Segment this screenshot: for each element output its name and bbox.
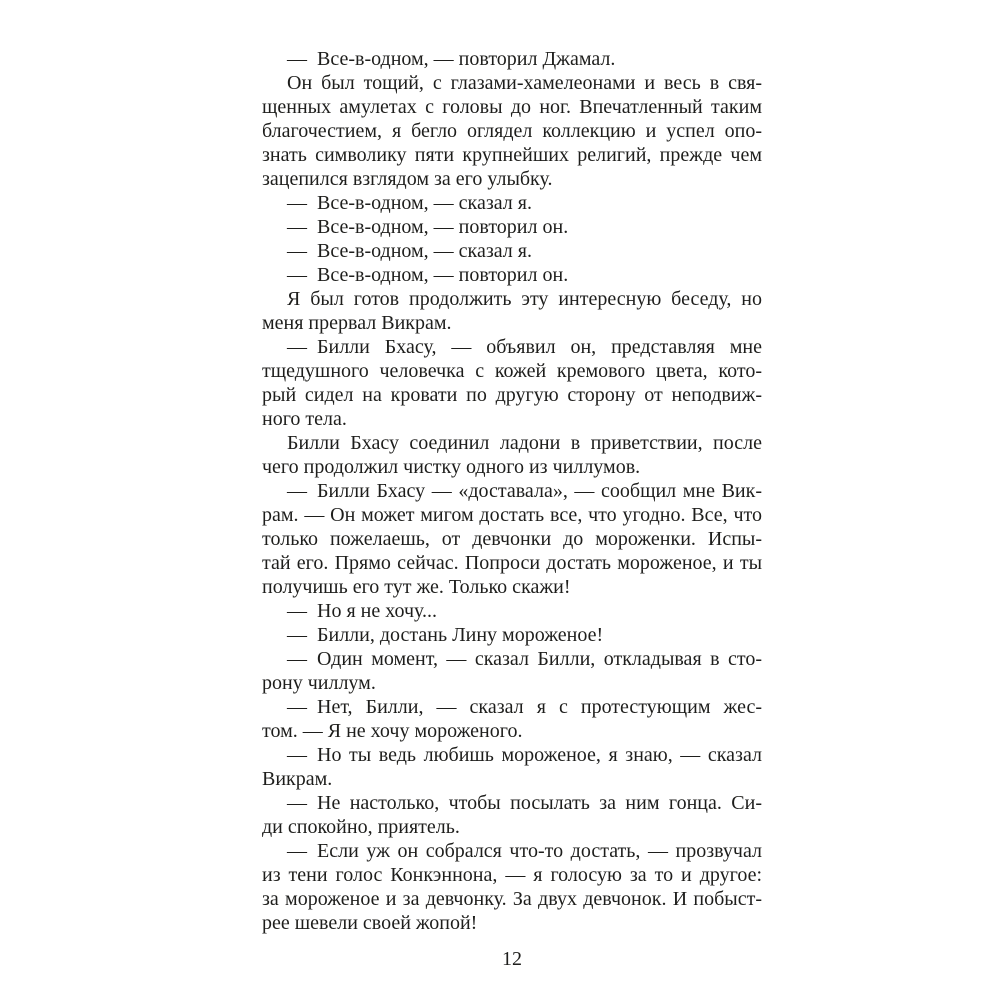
- text-line: Билли Бхасу соединил ладони в приветствии, после: [287, 432, 762, 454]
- text-line: Он был тощий, с глазами-хамелеонами и весь в свя-: [287, 72, 762, 94]
- text-line: знать символику пяти крупнейших религий, прежде чем: [262, 144, 762, 166]
- text-line: чего продолжил чистку одного из чиллумов.: [262, 456, 641, 478]
- text-line: — Билли Бхасу — «доставала», — сообщил мне Вик-: [287, 480, 762, 502]
- text-line: — Билли, достань Лину мороженое!: [287, 624, 604, 646]
- text-line: только пожелаешь, от девчонки до мороженки. Испы-: [262, 528, 762, 550]
- text-line: из тени голос Конкэннона, — я голосую за то и другое:: [262, 864, 762, 886]
- text-line: тай его. Прямо сейчас. Попроси достать мороженое, и ты: [262, 552, 762, 574]
- page-number: 12: [502, 948, 522, 970]
- text-line: получишь его тут же. Только скажи!: [262, 576, 571, 598]
- text-line: ного тела.: [262, 408, 347, 430]
- text-line: Я был готов продолжить эту интересную беседу, но: [287, 288, 762, 310]
- text-line: рам. — Он может мигом достать все, что угодно. Все, что: [262, 504, 762, 526]
- text-line: — Билли Бхасу, — объявил он, представляя мне: [287, 336, 762, 358]
- text-line: — Но ты ведь любишь мороженое, я знаю, — сказал: [287, 744, 762, 766]
- text-line: за мороженое и за девчонку. За двух девчонок. И побыст-: [262, 888, 762, 910]
- text-line: рый сидел на кровати по другую сторону от неподвиж-: [262, 384, 762, 406]
- text-line: — Но я не хочу...: [287, 600, 437, 622]
- text-line: — Все-в-одном, — повторил Джамал.: [287, 48, 616, 70]
- text-line: рону чиллум.: [262, 672, 376, 694]
- text-line: ди спокойно, приятель.: [262, 816, 460, 838]
- text-line: — Не настолько, чтобы посылать за ним гонца. Си-: [287, 792, 762, 814]
- text-line: — Все-в-одном, — повторил он.: [287, 264, 569, 286]
- text-line: тщедушного человечка с кожей кремового цвета, кото-: [262, 360, 762, 382]
- text-line: щенных амулетах с головы до ног. Впечатленный таким: [262, 96, 762, 118]
- text-line: — Один момент, — сказал Билли, откладывая в сто-: [287, 648, 762, 670]
- text-line: — Все-в-одном, — повторил он.: [287, 216, 569, 238]
- text-line: Викрам.: [262, 768, 333, 790]
- text-line: — Все-в-одном, — сказал я.: [287, 192, 532, 214]
- text-line: рее шевели своей жопой!: [262, 912, 478, 934]
- text-line: зацепился взглядом за его улыбку.: [262, 168, 553, 190]
- text-line: благочестием, я бегло оглядел коллекцию и успел опо-: [262, 120, 762, 142]
- text-block: [262, 47, 762, 935]
- text-line: меня прервал Викрам.: [262, 312, 452, 334]
- text-line: — Все-в-одном, — сказал я.: [287, 240, 532, 262]
- text-line: том. — Я не хочу мороженого.: [262, 720, 523, 742]
- text-line: — Нет, Билли, — сказал я с протестующим жес-: [287, 696, 762, 718]
- text-line: — Если уж он собрался что-то достать, — прозвучал: [287, 840, 762, 862]
